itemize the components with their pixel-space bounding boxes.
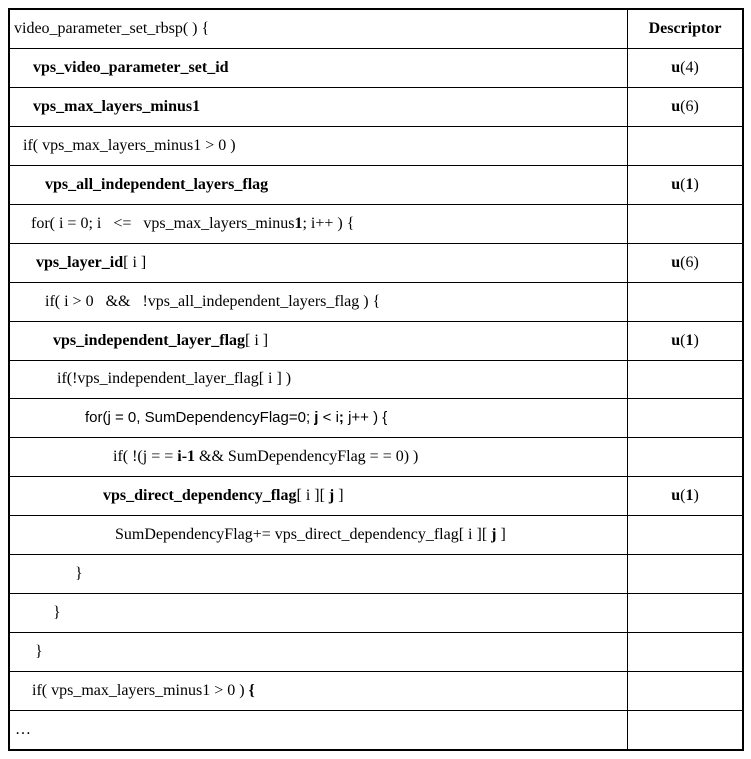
text-segment: if( vps_max_layers_minus1 > 0 )	[23, 137, 236, 155]
syntax-cell	[9, 9, 628, 49]
descriptor-cell	[628, 399, 744, 438]
syntax-row	[9, 438, 743, 477]
text-segment: vps_layer_id	[36, 253, 124, 271]
text-segment: ; i++ ) {	[302, 214, 355, 232]
text-segment: (	[680, 331, 686, 349]
syntax-row	[9, 710, 743, 750]
syntax-cell	[9, 399, 628, 438]
descriptor-cell	[628, 593, 744, 632]
syntax-row	[9, 632, 743, 671]
text-segment: u	[671, 98, 681, 116]
text-segment: ]	[496, 526, 506, 544]
syntax-cell	[9, 438, 628, 477]
descriptor-cell	[628, 88, 744, 127]
syntax-cell	[9, 282, 628, 321]
text-segment: j	[328, 487, 335, 505]
text-segment: video_parameter_set_rbsp( ) {	[14, 20, 210, 38]
syntax-cell	[9, 88, 628, 127]
text-segment: vps_direct_dependency_flag	[103, 487, 297, 505]
text-segment: (6)	[680, 98, 699, 116]
syntax-cell	[9, 593, 628, 632]
descriptor-cell	[628, 554, 744, 593]
text-segment: )	[693, 331, 699, 349]
syntax-cell	[9, 49, 628, 88]
text-segment: (4)	[680, 59, 699, 77]
syntax-row	[9, 554, 743, 593]
syntax-row	[9, 282, 743, 321]
text-segment: SumDependencyFlag+= vps_direct_dependency_flag[ i ][	[115, 526, 492, 544]
text-segment: [ i ]	[123, 253, 147, 271]
text-segment: vps_video_parameter_set_id	[33, 59, 229, 77]
text-segment: && SumDependencyFlag = = 0) )	[195, 448, 419, 466]
text-segment: (6)	[680, 253, 699, 271]
syntax-cell	[9, 360, 628, 399]
text-segment: (	[680, 176, 686, 194]
descriptor-header-cell	[628, 9, 744, 49]
syntax-cell	[9, 204, 628, 243]
syntax-table-body	[9, 9, 743, 750]
text-segment: )	[693, 176, 699, 194]
text-segment: for(j = 0, SumDependencyFlag=0;	[85, 409, 315, 427]
syntax-cell	[9, 166, 628, 205]
syntax-cell	[9, 554, 628, 593]
text-segment: 1	[685, 331, 694, 349]
syntax-row	[9, 88, 743, 127]
descriptor-cell	[628, 632, 744, 671]
syntax-cell	[9, 127, 628, 166]
text-segment: )	[693, 487, 699, 505]
descriptor-cell	[628, 671, 744, 710]
text-segment: [ i ]	[245, 331, 269, 349]
text-segment: …	[15, 720, 31, 738]
descriptor-cell	[628, 243, 744, 282]
syntax-row	[9, 593, 743, 632]
syntax-row	[9, 477, 743, 516]
syntax-cell	[9, 321, 628, 360]
text-segment: if(!vps_independent_layer_flag[ i ] )	[57, 370, 292, 388]
text-segment: (	[680, 487, 686, 505]
syntax-cell	[9, 671, 628, 710]
syntax-cell	[9, 710, 628, 750]
text-segment: u	[671, 253, 681, 271]
text-segment: if( !(j = =	[113, 448, 178, 466]
text-segment: [ i ][	[296, 487, 329, 505]
syntax-cell	[9, 477, 628, 516]
syntax-cell	[9, 632, 628, 671]
text-segment: j	[314, 409, 319, 427]
syntax-row	[9, 321, 743, 360]
text-segment: 1	[685, 176, 694, 194]
text-segment: j++ ) {	[343, 409, 388, 427]
syntax-row	[9, 127, 743, 166]
vps-syntax-table	[8, 8, 744, 751]
text-segment: for( i = 0; i <= vps_max_layers_minus	[31, 214, 295, 232]
syntax-row	[9, 516, 743, 555]
syntax-row	[9, 671, 743, 710]
text-segment: if( i > 0 && !vps_all_independent_layers_flag ) {	[45, 292, 381, 310]
header-row	[9, 9, 743, 49]
syntax-cell	[9, 243, 628, 282]
text-segment: vps_max_layers_minus1	[33, 98, 201, 116]
text-segment: i-1	[177, 448, 196, 466]
descriptor-cell	[628, 166, 744, 205]
descriptor-cell	[628, 438, 744, 477]
text-segment: Descriptor	[648, 20, 722, 38]
text-segment: vps_independent_layer_flag	[53, 331, 246, 349]
syntax-row	[9, 360, 743, 399]
text-segment: u	[671, 331, 681, 349]
text-segment: }	[53, 603, 61, 621]
text-segment: 1	[685, 487, 694, 505]
descriptor-cell	[628, 477, 744, 516]
descriptor-cell	[628, 204, 744, 243]
text-segment: if( vps_max_layers_minus1 > 0 )	[32, 681, 249, 699]
descriptor-cell	[628, 710, 744, 750]
text-segment: {	[248, 681, 255, 699]
text-segment: j	[491, 526, 497, 544]
text-segment: < i	[318, 409, 339, 427]
descriptor-cell	[628, 282, 744, 321]
text-segment: ]	[334, 487, 344, 505]
syntax-row	[9, 399, 743, 438]
text-segment: u	[671, 487, 681, 505]
text-segment: u	[671, 59, 681, 77]
syntax-row	[9, 204, 743, 243]
descriptor-cell	[628, 321, 744, 360]
syntax-cell	[9, 516, 628, 555]
text-segment: }	[75, 564, 83, 582]
syntax-row	[9, 166, 743, 205]
descriptor-cell	[628, 516, 744, 555]
syntax-row	[9, 49, 743, 88]
descriptor-cell	[628, 49, 744, 88]
descriptor-cell	[628, 360, 744, 399]
text-segment: }	[35, 642, 43, 660]
text-segment: ;	[338, 409, 344, 427]
text-segment: u	[671, 176, 681, 194]
descriptor-cell	[628, 127, 744, 166]
text-segment: vps_all_independent_layers_flag	[45, 176, 269, 194]
text-segment: 1	[294, 214, 303, 232]
syntax-row	[9, 243, 743, 282]
